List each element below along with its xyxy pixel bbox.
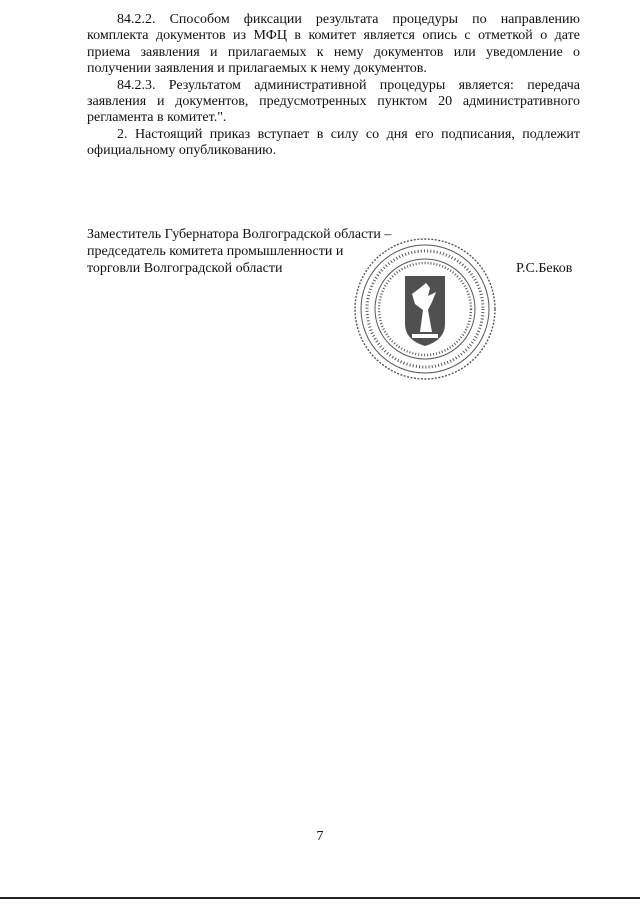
signatory-name: Р.С.Беков [516, 261, 573, 276]
body-text [87, 12, 580, 160]
official-seal-icon [352, 236, 498, 382]
signatory-title-line-3: торговли Волгоградской области [87, 261, 283, 276]
bottom-rule [0, 897, 640, 899]
signatory-title-line-2: председатель комитета промышленности и [87, 244, 344, 259]
paragraph-2: 2. Настоящий приказ вступает в силу со дня его подписания, подлежит официальному опубликованию. [87, 126, 580, 159]
signatory-title-line-1: Заместитель Губернатора Волгоградской области – [87, 227, 392, 242]
paragraph-84-2-2: 84.2.2. Способом фиксации результата процедуры по направлению комплекта документов из МФЦ в комитет является опись с отметкой о дате приема заявления и прилагаемых к нему документов или уведомление о получении заявления и прилагаемых к нему документов. [87, 12, 580, 77]
page-number: 7 [316, 829, 324, 844]
paragraph-84-2-3: 84.2.3. Результатом административной процедуры является: передача заявления и документов, предусмотренных пунктом 20 административного регламента в комитет.". [87, 77, 580, 126]
